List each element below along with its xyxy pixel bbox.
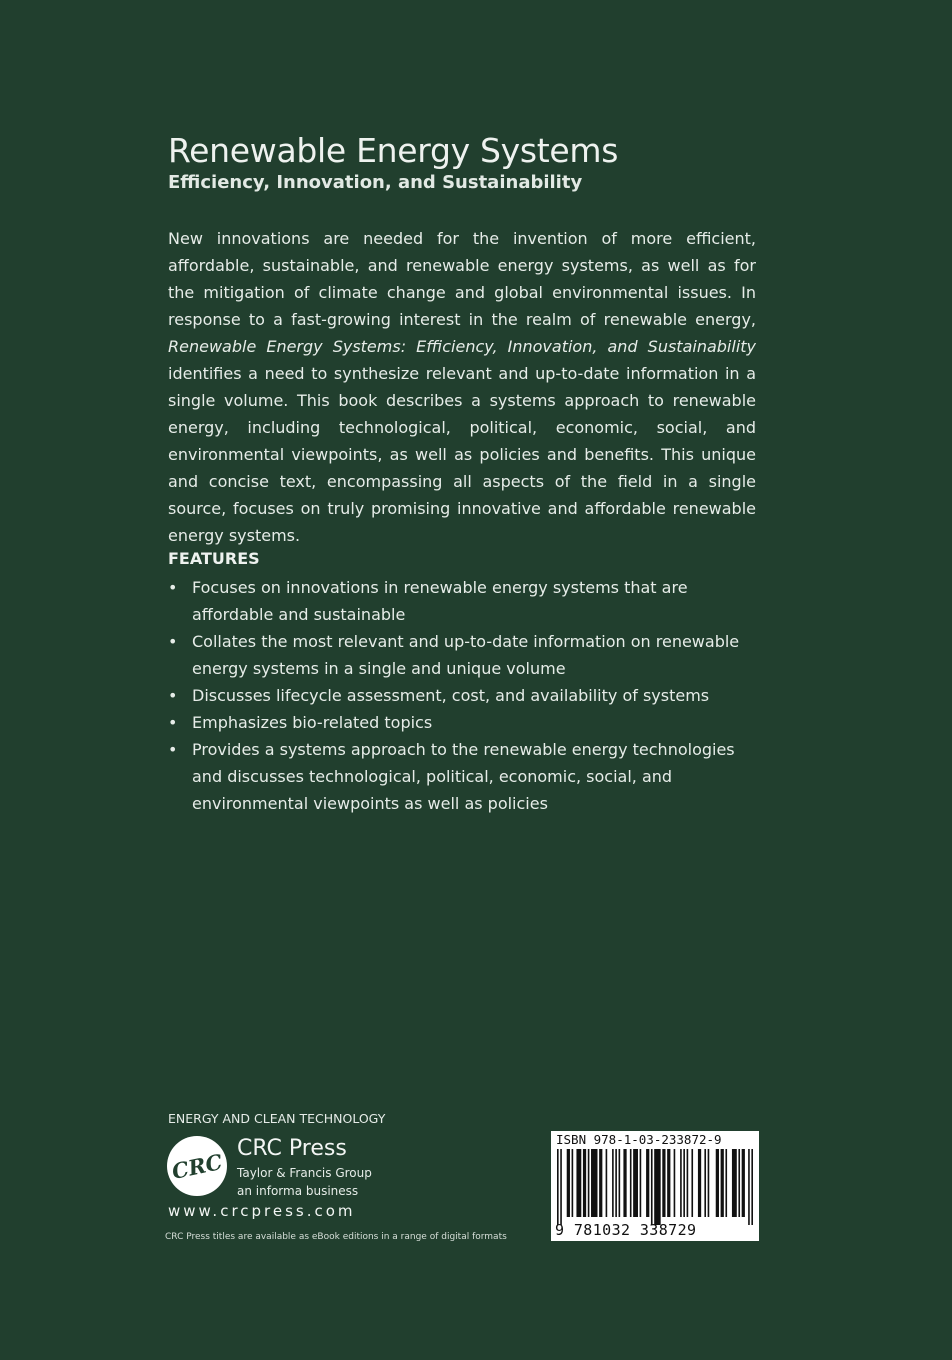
barcode-bar: [612, 1149, 614, 1217]
barcode-bar: [583, 1149, 586, 1217]
description-book-title: Renewable Energy Systems: Efficiency, Innovation, and Sustainability: [168, 337, 756, 356]
barcode-bar: [708, 1149, 710, 1217]
barcode-bar: [572, 1149, 574, 1217]
barcode-bar: [674, 1149, 676, 1217]
bullet-icon: •: [168, 578, 178, 597]
bullet-icon: •: [168, 713, 178, 732]
barcode-bars-icon: [557, 1149, 753, 1225]
barcode-bar: [557, 1149, 559, 1225]
barcode-bar: [599, 1149, 602, 1217]
barcode-bar: [680, 1149, 682, 1217]
barcode-bar: [691, 1149, 693, 1217]
barcode-bar: [646, 1149, 649, 1217]
barcode-bar: [623, 1149, 626, 1217]
barcode-bar: [748, 1149, 750, 1225]
features-heading: FEATURES: [168, 549, 260, 568]
barcode-bar: [567, 1149, 570, 1217]
series-label: ENERGY AND CLEAN TECHNOLOGY: [168, 1111, 386, 1126]
feature-text: Focuses on innovations in renewable energy systems that are affordable and sustainable: [192, 578, 688, 624]
book-title: Renewable Energy Systems: [168, 131, 619, 170]
barcode-bar: [606, 1149, 608, 1217]
barcode-bar: [640, 1149, 642, 1217]
publisher-group: Taylor & Francis Group: [237, 1166, 372, 1180]
isbn-label: ISBN 978-1-03-233872-9: [556, 1132, 722, 1147]
barcode-bar: [732, 1149, 737, 1217]
bullet-icon: •: [168, 686, 178, 705]
feature-text: Provides a systems approach to the renewable energy technologies and discusses technological, political, economic, social, and environmental viewpoints as well as policies: [192, 740, 735, 813]
book-subtitle: Efficiency, Innovation, and Sustainability: [168, 172, 583, 193]
barcode-bar: [698, 1149, 701, 1217]
barcode-bar: [630, 1149, 632, 1217]
barcode-bar: [560, 1149, 562, 1225]
description-text: New innovations are needed for the invention of more efficient, affordable, sustainable, and renewable energy systems, as well as for the mitigation of climate change and global environmental issues. In response to a fast-growing interest in the realm of renewable energy,: [168, 229, 756, 329]
ebook-note: CRC Press titles are available as eBook editions in a range of digital formats: [165, 1232, 507, 1242]
bullet-icon: •: [168, 632, 178, 651]
feature-text: Discusses lifecycle assessment, cost, and availability of systems: [192, 686, 710, 705]
barcode-bar: [742, 1149, 745, 1217]
book-description: [168, 225, 756, 549]
barcode-bar: [704, 1149, 706, 1217]
bullet-icon: •: [168, 740, 178, 759]
barcode-bar: [654, 1149, 660, 1225]
barcode-bar: [591, 1149, 597, 1217]
barcode-bar: [588, 1149, 590, 1217]
barcode-bar: [683, 1149, 685, 1217]
barcode-bar: [633, 1149, 638, 1217]
feature-item: [168, 628, 748, 682]
barcode-digits: 9 781032 338729: [555, 1221, 697, 1239]
description-text: identifies a need to synthesize relevant and up-to-date information in a single volume. This book describes a systems approach to renewable energy, including technological, political, economic, social, and environmental viewpoints, as well as policies and benefits. This unique and concise text, encompassing all aspects of the field in a single source, focuses on truly promising innovative and affordable renewable energy systems.: [168, 364, 756, 545]
barcode-bar: [576, 1149, 581, 1217]
barcode-bar: [615, 1149, 617, 1217]
publisher-website: www.crcpress.com: [168, 1202, 356, 1220]
barcode-bar: [751, 1149, 753, 1225]
barcode-bar: [667, 1149, 670, 1217]
barcode-bar: [651, 1149, 653, 1225]
crc-logo-text: CRC: [169, 1148, 225, 1185]
barcode-bar: [725, 1149, 727, 1217]
feature-item: [168, 736, 748, 817]
feature-item: [168, 682, 748, 709]
publisher-informa: an informa business: [237, 1184, 359, 1198]
feature-text: Collates the most relevant and up-to-date information on renewable energy systems in a single and unique volume: [192, 632, 740, 678]
publisher-name: CRC Press: [237, 1136, 347, 1161]
barcode-bar: [721, 1149, 724, 1217]
isbn-barcode: [551, 1131, 759, 1241]
crc-logo-icon: [166, 1135, 228, 1197]
feature-item: [168, 574, 748, 628]
feature-item: [168, 709, 748, 736]
barcode-bar: [619, 1149, 621, 1217]
barcode-bar: [662, 1149, 665, 1217]
barcode-bar: [738, 1149, 740, 1217]
barcode-bar: [716, 1149, 719, 1217]
barcode-bar: [687, 1149, 689, 1217]
features-list: [168, 574, 748, 817]
feature-text: Emphasizes bio-related topics: [192, 713, 433, 732]
